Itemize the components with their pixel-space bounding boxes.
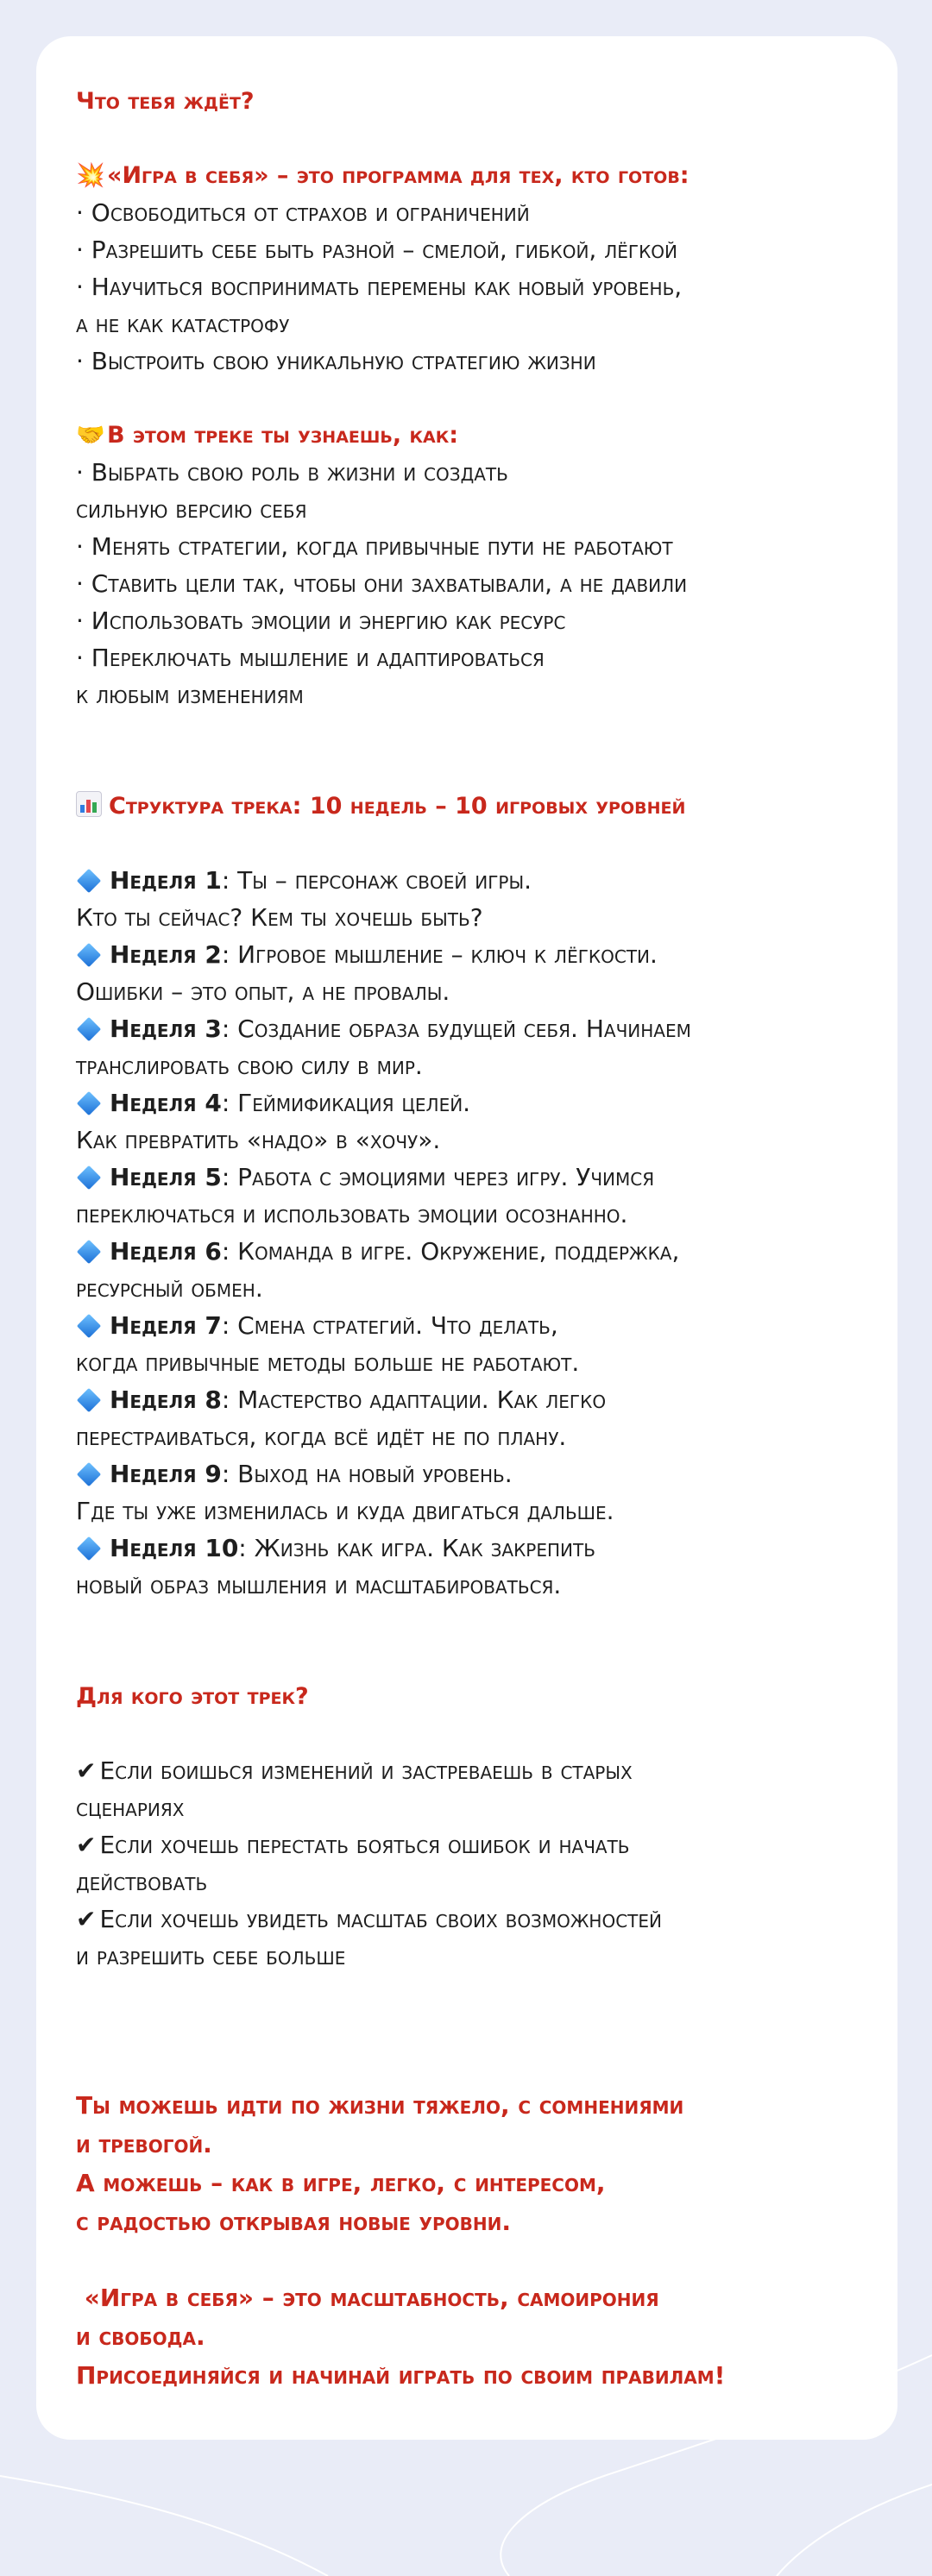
- audience-title: Для кого этот трек?: [76, 1683, 309, 1710]
- program-item: а не как катастрофу: [76, 310, 290, 338]
- handshake-icon: 🤝: [76, 422, 105, 449]
- week-description: новый образ мышления и масштабироваться.: [76, 1571, 562, 1599]
- call-to-action: Присоединяйся и начинай играть по своим правилам!: [76, 2361, 726, 2390]
- blue-diamond-icon: [77, 1536, 101, 1560]
- program-item: · Научиться воспринимать перемены как новый уровень,: [76, 273, 683, 301]
- week-description: когда привычные методы больше не работают.: [76, 1348, 580, 1377]
- audience-item-continuation: сценариях: [76, 1794, 185, 1822]
- collision-icon: 💥: [76, 162, 105, 189]
- program-title: 💥«Игра в себя» – это программа для тех, кто готов:: [76, 157, 858, 194]
- week-description: ресурсный обмен.: [76, 1274, 263, 1303]
- content-card: [36, 36, 897, 2440]
- week-description: Ошибки – это опыт, а не провалы.: [76, 977, 450, 1006]
- learn-item: · Менять стратегии, когда привычные пути не работают: [76, 532, 673, 561]
- closing-line: и тревогой.: [76, 2130, 212, 2158]
- blue-diamond-icon: [77, 868, 101, 892]
- audience-item-continuation: действовать: [76, 1868, 208, 1896]
- intro-title: Что тебя ждёт?: [76, 88, 255, 115]
- closing-line: и свобода.: [76, 2322, 205, 2351]
- audience-item: ✔ Если боишься изменений и застреваешь в старых: [76, 1756, 633, 1785]
- week-item: Неделя 3: Создание образа будущей себя. Начинаем: [76, 1010, 858, 1047]
- week-description: Кто ты сейчас? Кем ты хочешь быть?: [76, 903, 483, 932]
- blue-diamond-icon: [77, 1165, 101, 1189]
- blue-diamond-icon: [77, 1313, 101, 1337]
- learn-item: сильную версию себя: [76, 495, 307, 524]
- week-item: Неделя 10: Жизнь как игра. Как закрепить: [76, 1530, 858, 1567]
- audience-item-continuation: и разрешить себе больше: [76, 1942, 346, 1970]
- week-item: Неделя 4: Геймификация целей.: [76, 1084, 858, 1122]
- learn-item: · Ставить цели так, чтобы они захватывали, а не давили: [76, 569, 688, 598]
- week-item: Неделя 7: Смена стратегий. Что делать,: [76, 1307, 858, 1344]
- week-item: Неделя 2: Игровое мышление – ключ к лёгкости.: [76, 936, 858, 973]
- blue-diamond-icon: [77, 1090, 101, 1115]
- week-description: транслировать свою силу в мир.: [76, 1052, 423, 1080]
- learn-item: · Переключать мышление и адаптироваться: [76, 644, 545, 672]
- check-mark-icon: ✔: [76, 1831, 97, 1859]
- learn-item: · Использовать эмоции и энергию как ресурс: [76, 606, 566, 635]
- week-item: Неделя 8: Мастерство адаптации. Как легко: [76, 1381, 858, 1418]
- week-description: Где ты уже изменилась и куда двигаться дальше.: [76, 1497, 614, 1525]
- learn-item: к любым изменениям: [76, 681, 304, 709]
- learn-title: 🤝В этом треке ты узнаешь, как:: [76, 417, 858, 454]
- week-item: Неделя 5: Работа с эмоциями через игру. Учимся: [76, 1159, 858, 1196]
- bar-chart-icon: [76, 791, 102, 817]
- check-mark-icon: ✔: [76, 1756, 97, 1785]
- blue-diamond-icon: [77, 1239, 101, 1263]
- audience-item: ✔ Если хочешь перестать бояться ошибок и начать: [76, 1831, 630, 1859]
- closing-line: Ты можешь идти по жизни тяжело, с сомнениями: [76, 2091, 684, 2120]
- week-description: перестраиваться, когда всё идёт не по плану.: [76, 1423, 567, 1451]
- program-item: · Освободиться от страхов и ограничений: [76, 198, 530, 227]
- structure-title: Структура трека: 10 недель – 10 игровых уровней: [76, 788, 858, 825]
- closing-line: «Игра в себя» – это масштабность, самоирония: [76, 2284, 659, 2312]
- blue-diamond-icon: [77, 1016, 101, 1040]
- blue-diamond-icon: [77, 1387, 101, 1411]
- week-item: Неделя 1: Ты – персонаж своей игры.: [76, 862, 858, 899]
- closing-line: с радостью открывая новые уровни.: [76, 2208, 511, 2236]
- closing-line: А можешь – как в игре, легко, с интересом,: [76, 2169, 606, 2197]
- program-item: · Разрешить себе быть разной – смелой, гибкой, лёгкой: [76, 236, 678, 264]
- week-item: Неделя 6: Команда в игре. Окружение, поддержка,: [76, 1233, 858, 1270]
- program-item: · Выстроить свою уникальную стратегию жизни: [76, 347, 596, 375]
- check-mark-icon: ✔: [76, 1905, 97, 1933]
- audience-item: ✔ Если хочешь увидеть масштаб своих возможностей: [76, 1905, 662, 1933]
- week-description: переключаться и использовать эмоции осознанно.: [76, 1200, 628, 1228]
- learn-item: · Выбрать свою роль в жизни и создать: [76, 458, 508, 487]
- week-item: Неделя 9: Выход на новый уровень.: [76, 1455, 858, 1492]
- blue-diamond-icon: [77, 1461, 101, 1486]
- blue-diamond-icon: [77, 942, 101, 966]
- week-description: Как превратить «надо» в «хочу».: [76, 1126, 441, 1154]
